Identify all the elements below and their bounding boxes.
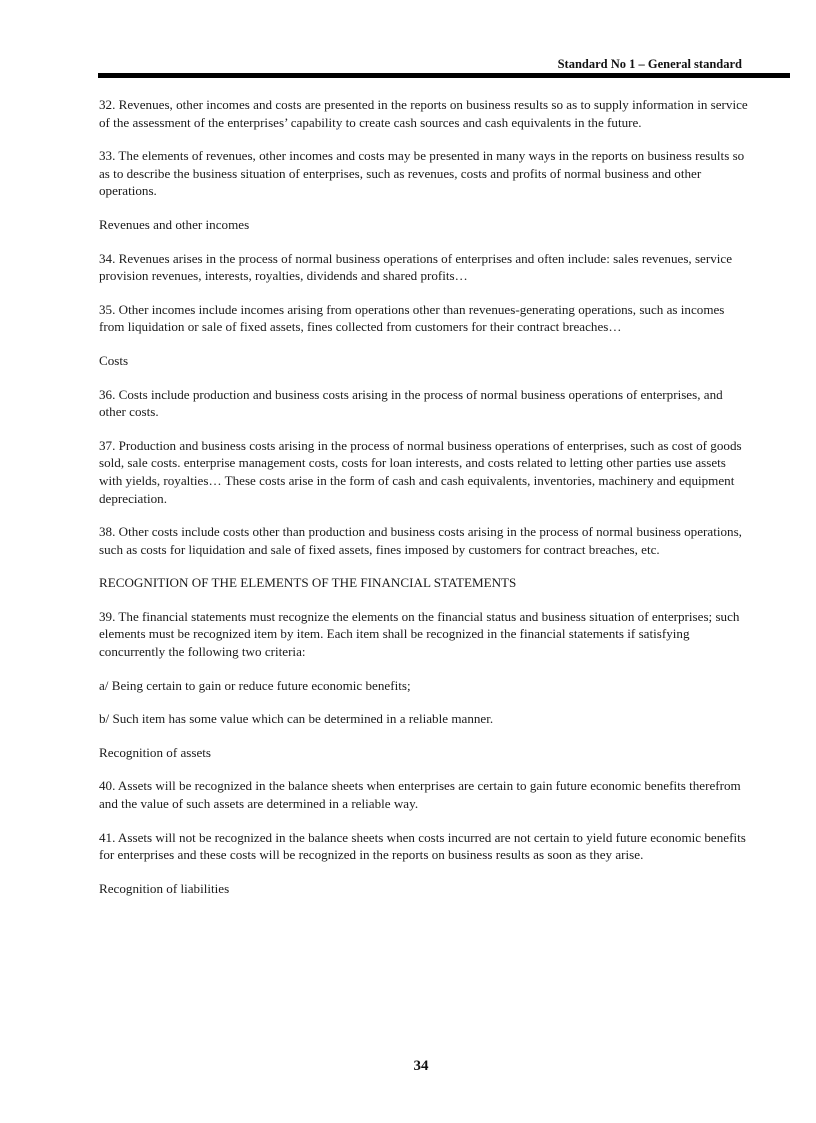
section-heading-recognition: RECOGNITION OF THE ELEMENTS OF THE FINANCIAL STATEMENTS — [99, 575, 517, 591]
page-number: 34 — [413, 1058, 429, 1074]
paragraph-33: 33. The elements of revenues, other incomes and costs may be presented in many ways in the reports on business results so as to describe the business situation of enterprises, such as revenues, costs and profits of normal business and other operations. — [99, 148, 745, 199]
paragraph-39: 39. The financial statements must recognize the elements on the financial status and business situation of enterprises; such elements must be recognized item by item. Each item shall be recognized in the financial statements if satisfying concurrently the following two criteria: — [99, 608, 740, 660]
paragraph-40: 40. Assets will be recognized in the balance sheets when enterprises are certain to gain future economic benefits therefrom and the value of such assets are determined in a reliable way. — [99, 778, 741, 812]
paragraph-41: 41. Assets will not be recognized in the balance sheets when costs incurred are not certain to yield future economic benefits for enterprises and these costs will be recognized in the reports on business results as soon as they arise. — [99, 829, 746, 863]
criterion-a: a/ Being certain to gain or reduce future economic benefits; — [99, 677, 411, 693]
criterion-b: b/ Such item has some value which can be determined in a reliable manner. — [99, 711, 494, 727]
paragraph-35: 35. Other incomes include incomes arising from operations other than revenues-generating operations, such as incomes from liquidation or sale of fixed assets, fines collected from customers for their contract breaches… — [99, 301, 725, 335]
header-title: Standard No 1 – General standard — [557, 57, 742, 71]
section-heading-recognition-of-liabilities: Recognition of liabilities — [99, 880, 230, 896]
paragraph-38: 38. Other costs include costs other than production and business costs arising in the process of normal business operations, such as costs for liquidation and sale of fixed assets, fines imposed by customers for contract breaches, etc. — [99, 524, 742, 557]
section-heading-costs: Costs — [99, 352, 129, 368]
paragraph-37: 37. Production and business costs arising in the process of normal business operations of enterprises, such as cost of goods sold, sale costs. enterprise management costs, costs for loan interests, and costs related to letting other parties use assets with yields, royalties… These costs arise in the form of cash and cash equivalents, inventories, machinery and equipment depreciation. — [99, 437, 742, 506]
section-heading-recognition-of-assets: Recognition of assets — [99, 744, 212, 760]
document-body — [99, 96, 749, 913]
paragraph-32: 32. Revenues, other incomes and costs are presented in the reports on business results so as to supply information in service of the assessment of the enterprises’ capability to create cash sources and cash equivalents in the future. — [99, 97, 748, 130]
header-divider — [98, 73, 790, 78]
paragraph-34: 34. Revenues arises in the process of normal business operations of enterprises and often include: sales revenues, service provision revenues, interests, royalties, dividends and shared profits… — [99, 250, 733, 284]
section-heading-revenues: Revenues and other incomes — [99, 216, 250, 232]
paragraph-36: 36. Costs include production and business costs arising in the process of normal business operations of enterprises, and other costs. — [99, 386, 723, 420]
